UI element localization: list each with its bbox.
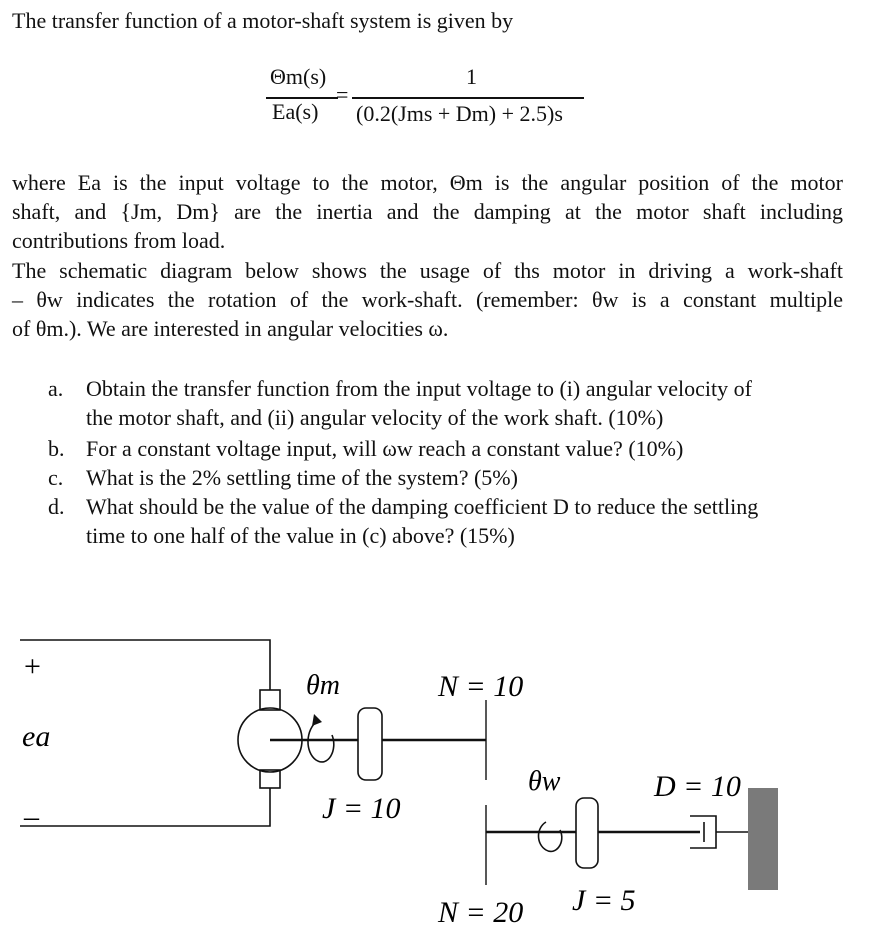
para1-line2: shaft, and {Jm, Dm} are the inertia and the damping at the motor shaft including — [12, 199, 843, 224]
para2-line2: – θw indicates the rotation of the work-shaft. (remember: θw is a constant multiple — [12, 287, 843, 312]
equation-rhs-fraction-bar — [352, 97, 584, 99]
question-a — [48, 374, 848, 432]
equation-rhs-numerator: 1 — [466, 64, 477, 89]
theta-w-label: θw — [528, 766, 561, 797]
question-d-label: d. — [48, 494, 65, 519]
negative-wire — [20, 788, 270, 826]
motor-top-brush — [260, 690, 280, 710]
theta-m-arrowhead — [312, 714, 322, 726]
motor-inertia-disk — [358, 708, 382, 780]
question-c-line1: What is the 2% settling time of the system? (5%) — [86, 465, 518, 490]
question-d-line2: time to one half of the value in (c) above? (15%) — [86, 523, 515, 548]
motor-shaft-schematic — [0, 600, 876, 948]
theta-w-rotation-arrow — [539, 822, 562, 851]
question-d-line1: What should be the value of the damping coefficient D to reduce the settling — [86, 494, 759, 519]
equation-rhs-denominator: (0.2(Jms + Dm) + 2.5)s — [356, 101, 563, 126]
para1-line3: contributions from load. — [12, 228, 226, 253]
question-c — [48, 463, 848, 492]
j2-label: J = 5 — [572, 884, 636, 917]
theta-m-label: θm — [306, 670, 340, 701]
plus-sign: + — [24, 650, 41, 683]
question-b-label: b. — [48, 436, 65, 461]
equation-lhs-denominator: Ea(s) — [272, 99, 319, 124]
n2-label: N = 20 — [438, 896, 524, 929]
question-a-line2: the motor shaft, and (ii) angular velocity of the work shaft. (10%) — [86, 405, 664, 430]
question-a-line1: Obtain the transfer function from the input voltage to (i) angular velocity of — [86, 376, 752, 401]
para2-line3: of θm.). We are interested in angular velocities ω. — [12, 316, 449, 341]
positive-wire — [20, 640, 270, 690]
para1-line1: where Ea is the input voltage to the motor, Θm is the angular position of the motor — [12, 170, 843, 195]
intro-text: The transfer function of a motor-shaft system is given by — [12, 8, 514, 33]
question-b-line1: For a constant voltage input, will ωw reach a constant value? (10%) — [86, 436, 684, 461]
fixed-wall — [748, 788, 778, 890]
work-inertia-disk — [576, 798, 598, 868]
n1-label: N = 10 — [438, 670, 524, 703]
j1-label: J = 10 — [322, 792, 401, 825]
damping-label: D = 10 — [654, 770, 741, 803]
question-d — [48, 492, 848, 550]
equation-equals: = — [336, 82, 349, 107]
question-a-label: a. — [48, 376, 64, 401]
minus-sign: – — [24, 800, 39, 833]
equation-lhs-numerator: Θm(s) — [270, 64, 327, 89]
question-b — [48, 434, 848, 463]
question-c-label: c. — [48, 465, 64, 490]
voltage-label: ea — [22, 720, 51, 753]
para2-line1: The schematic diagram below shows the usage of ths motor in driving a work-shaft — [12, 258, 843, 283]
